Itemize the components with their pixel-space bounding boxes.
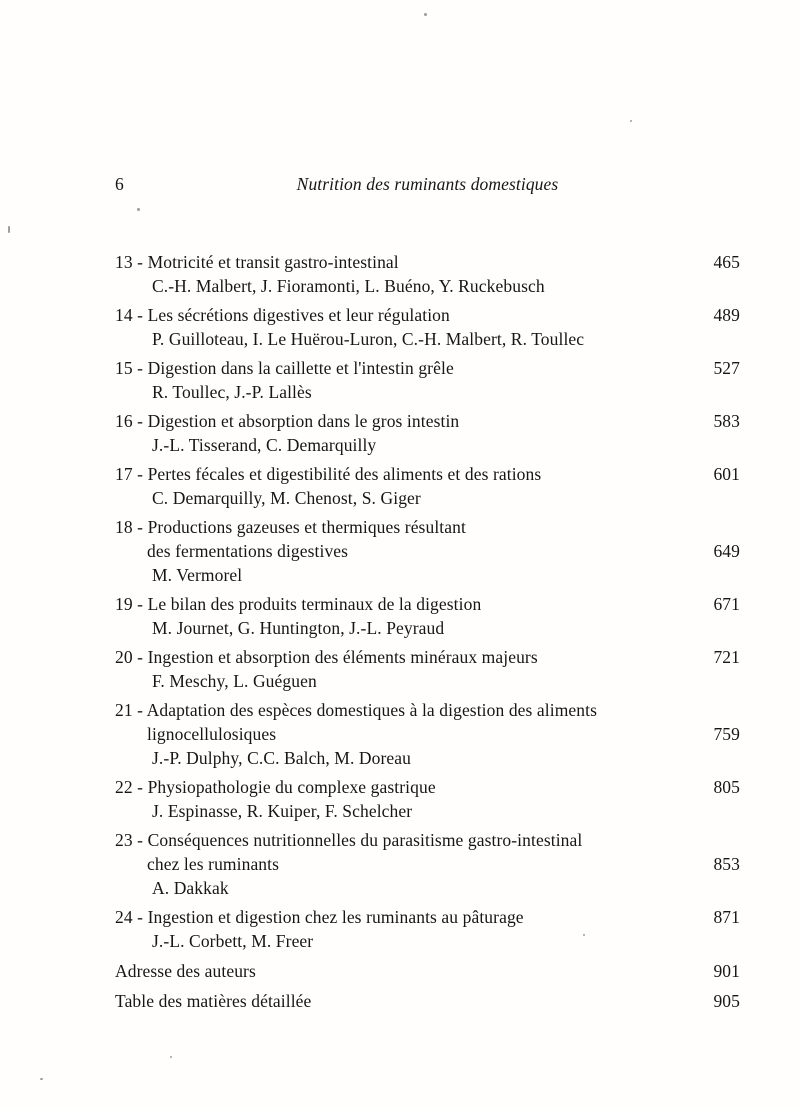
entry-authors: M. Vermorel (152, 565, 243, 585)
scan-speck (8, 226, 10, 233)
entry-authors: C. Demarquilly, M. Chenost, S. Giger (152, 488, 421, 508)
toc-entry-15 (115, 356, 740, 404)
toc-entry-18 (115, 515, 740, 587)
toc-entry-adresse-des-auteurs (115, 959, 740, 983)
entry-authors: R. Toullec, J.-P. Lallès (152, 382, 312, 402)
toc-entry-table-des-matieres (115, 989, 740, 1013)
entry-authors: P. Guilloteau, I. Le Huërou-Luron, C.-H. Malbert, R. Toullec (152, 329, 585, 349)
entry-title-line1: 21 - Adaptation des espèces domestiques à la digestion des aliments (115, 700, 598, 720)
entry-title: 20 - Ingestion et absorption des éléments minéraux majeurs (115, 647, 538, 667)
entry-page-number: 583 (713, 411, 740, 431)
toc-entry-24 (115, 905, 740, 953)
entry-page-number: 853 (713, 854, 740, 874)
entry-title: 16 - Digestion et absorption dans le gros intestin (115, 411, 460, 431)
scan-speck (40, 1078, 43, 1080)
entry-page-number: 721 (713, 647, 740, 667)
entry-page-number: 601 (713, 464, 740, 484)
entry-title-line2: des fermentations digestives (147, 541, 349, 561)
entry-title: 13 - Motricité et transit gastro-intestinal (115, 252, 399, 272)
entry-page-number: 901 (713, 961, 740, 981)
running-header: Nutrition des ruminants domestiques (296, 174, 559, 194)
entry-title: 19 - Le bilan des produits terminaux de la digestion (115, 594, 482, 614)
entry-page-number: 905 (713, 991, 740, 1011)
entry-page-number: 527 (713, 358, 740, 378)
toc-entry-22 (115, 775, 740, 823)
entry-page-number: 671 (713, 594, 740, 614)
entry-authors: J.-L. Corbett, M. Freer (152, 931, 314, 951)
page-number: 6 (115, 174, 124, 194)
entry-title: Adresse des auteurs (115, 961, 256, 981)
toc-entry-13 (115, 250, 740, 298)
toc-entry-23 (115, 828, 740, 900)
entry-page-number: 465 (713, 252, 740, 272)
scan-speck (424, 13, 427, 16)
entry-title: 22 - Physiopathologie du complexe gastrique (115, 777, 436, 797)
scan-speck (630, 120, 632, 122)
entry-authors: F. Meschy, L. Guéguen (152, 671, 317, 691)
entry-authors: J.-P. Dulphy, C.C. Balch, M. Doreau (152, 748, 412, 768)
entry-authors: C.-H. Malbert, J. Fioramonti, L. Buéno, Y. Ruckebusch (152, 276, 545, 296)
entry-title: Table des matières détaillée (115, 991, 312, 1011)
entry-authors: A. Dakkak (152, 878, 229, 898)
toc-entry-20 (115, 645, 740, 693)
entry-title-line1: 23 - Conséquences nutritionnelles du parasitisme gastro-intestinal (115, 830, 583, 850)
toc-entry-21 (115, 698, 740, 770)
entry-authors: M. Journet, G. Huntington, J.-L. Peyraud (152, 618, 445, 638)
toc-content (115, 172, 740, 1018)
entry-page-number: 759 (713, 724, 740, 744)
toc-entry-16 (115, 409, 740, 457)
entry-title: 14 - Les sécrétions digestives et leur régulation (115, 305, 450, 325)
entry-page-number: 649 (713, 541, 740, 561)
toc-entry-14 (115, 303, 740, 351)
entry-page-number: 489 (713, 305, 740, 325)
entry-page-number: 871 (713, 907, 740, 927)
entry-title-line2: lignocellulosiques (147, 724, 277, 744)
toc-entry-17 (115, 462, 740, 510)
entry-authors: J. Espinasse, R. Kuiper, F. Schelcher (152, 801, 413, 821)
page-header (115, 172, 740, 196)
entry-page-number: 805 (713, 777, 740, 797)
entry-title-line1: 18 - Productions gazeuses et thermiques résultant (115, 517, 466, 537)
entry-title-line2: chez les ruminants (147, 854, 280, 874)
scan-speck (170, 1056, 172, 1058)
entry-title: 17 - Pertes fécales et digestibilité des aliments et des rations (115, 464, 542, 484)
entry-title: 24 - Ingestion et digestion chez les ruminants au pâturage (115, 907, 524, 927)
entry-authors: J.-L. Tisserand, C. Demarquilly (152, 435, 377, 455)
entry-title: 15 - Digestion dans la caillette et l'intestin grêle (115, 358, 454, 378)
toc-entry-19 (115, 592, 740, 640)
